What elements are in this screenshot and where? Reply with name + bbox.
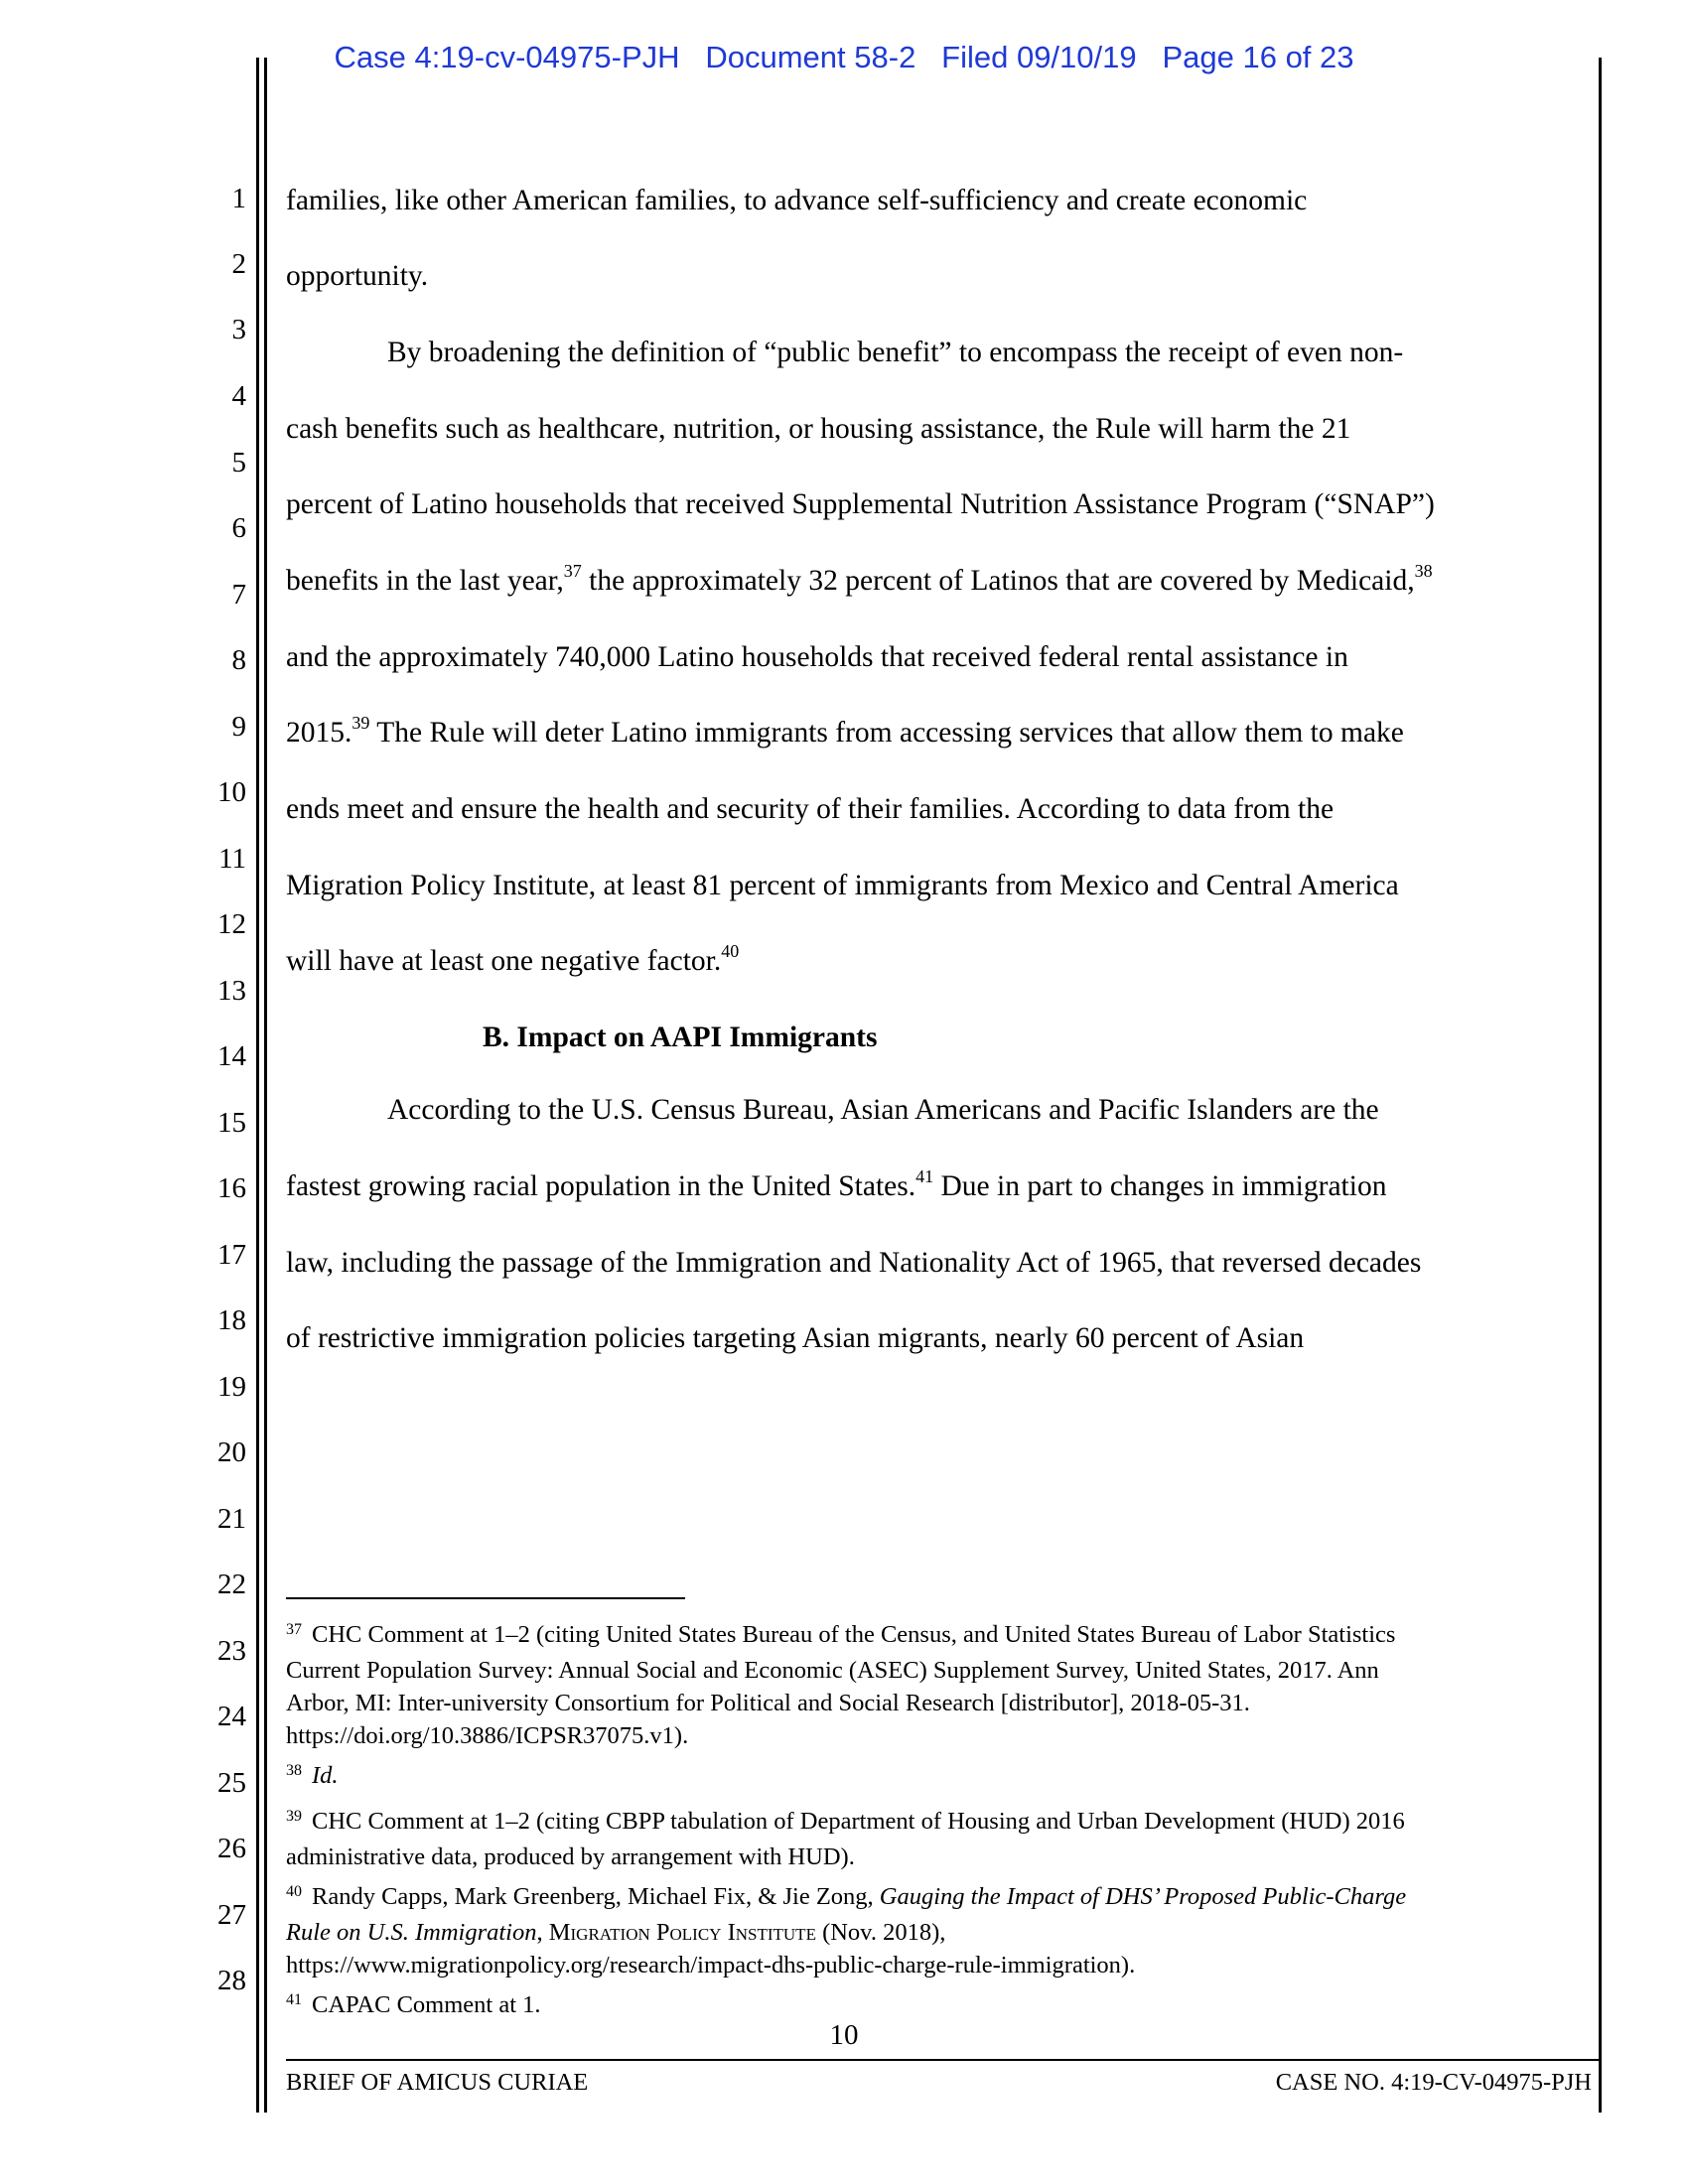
line-number: 23 bbox=[217, 1635, 246, 1667]
footnote-text: CAPAC Comment at 1. bbox=[312, 1991, 541, 2018]
body-text: the approximately 32 percent of Latinos that are covered by Medicaid, bbox=[581, 565, 1415, 597]
footnote-text: Arbor, MI: Inter-university Consortium for Political and Social Research [distributor], 2018-05-31. bbox=[286, 1690, 1250, 1716]
left-margin-rule-inner bbox=[264, 58, 267, 2113]
footnote-title: Gauging the Impact of DHS’ Proposed Public-Charge bbox=[879, 1883, 1407, 1910]
line-number: 11 bbox=[218, 843, 246, 875]
footnote-date: (Nov. 2018), bbox=[815, 1919, 946, 1946]
line-number: 8 bbox=[231, 644, 246, 676]
line-number: 5 bbox=[231, 447, 246, 478]
line-number: 4 bbox=[231, 380, 246, 412]
line-number: 2 bbox=[231, 248, 246, 280]
section-heading: B. Impact on AAPI Immigrants bbox=[483, 1022, 878, 1053]
footnote-37 bbox=[286, 1618, 1587, 1752]
footnote-link[interactable]: https://www.migrationpolicy.org/research/impact-dhs-public-charge-rule-immigration). bbox=[286, 1952, 1136, 1979]
line-number: 16 bbox=[217, 1172, 246, 1204]
footnote-separator bbox=[286, 1597, 685, 1599]
footnote-40: $^{40}$ Randy Capps, Mark Greenberg, Michael Fix, & Jie Zong, Gauging the Impact of DHS’ Proposed Public-Charge Rule on U.S. Immigration, Migration Policy Institute (Nov. 2018), https://www.migrationpolicy.org/research/impact-dhs-public-charge-rule-immigration). bbox=[286, 1880, 1587, 1981]
line-number: 28 bbox=[217, 1965, 246, 1996]
body-line: of restrictive immigration policies targeting Asian migrants, nearly 60 percent of Asian bbox=[286, 1322, 1305, 1354]
line-number: 14 bbox=[217, 1040, 246, 1072]
footnote-38 bbox=[286, 1759, 1587, 1795]
footnote-link[interactable]: https://doi.org/10.3886/ICPSR37075.v1). bbox=[286, 1722, 689, 1749]
footnote-ref-39[interactable]: 39 bbox=[352, 713, 370, 734]
footnote-number: 38 bbox=[286, 1762, 302, 1779]
line-number: 20 bbox=[217, 1436, 246, 1468]
footnote-39 bbox=[286, 1805, 1587, 1873]
line-number: 15 bbox=[217, 1107, 246, 1139]
footnote-ref-41[interactable]: 41 bbox=[915, 1166, 934, 1187]
body-text: The Rule will deter Latino immigrants from accessing services that allow them to make bbox=[369, 717, 1404, 749]
body-text: 2015. bbox=[286, 717, 352, 749]
body-line: percent of Latino households that received Supplemental Nutrition Assistance Program (“SNAP”) bbox=[286, 488, 1435, 520]
line-number: 13 bbox=[217, 975, 246, 1007]
footnote-text: CHC Comment at 1–2 (citing CBPP tabulation of Department of Housing and Urban Development (HUD) 2016 bbox=[312, 1808, 1405, 1835]
footnote-authors: Randy Capps, Mark Greenberg, Michael Fix, & Jie Zong, bbox=[312, 1883, 880, 1910]
line-number: 10 bbox=[217, 776, 246, 808]
line-number: 19 bbox=[217, 1371, 246, 1403]
body-line: opportunity. bbox=[286, 260, 429, 292]
body-line: law, including the passage of the Immigration and Nationality Act of 1965, that reversed decades bbox=[286, 1247, 1422, 1279]
footnote-publisher: Migration Policy Institute bbox=[548, 1919, 816, 1946]
footnote-ref-37[interactable]: 37 bbox=[563, 561, 582, 582]
line-number: 27 bbox=[217, 1899, 246, 1931]
body-line: cash benefits such as healthcare, nutrition, or housing assistance, the Rule will harm the 21 bbox=[286, 413, 1351, 445]
footer-title: BRIEF OF AMICUS CURIAE bbox=[286, 2069, 589, 2096]
footnote-title: Rule on U.S. Immigration bbox=[286, 1919, 537, 1946]
body-text: Due in part to changes in immigration bbox=[933, 1170, 1387, 1202]
footnote-ref-40[interactable]: 40 bbox=[721, 941, 740, 962]
line-number: 26 bbox=[217, 1833, 246, 1864]
line-number: 24 bbox=[217, 1701, 246, 1732]
line-number: 21 bbox=[217, 1503, 246, 1535]
line-number: 22 bbox=[217, 1569, 246, 1600]
line-number: 18 bbox=[217, 1304, 246, 1336]
body-line bbox=[286, 561, 1587, 597]
footnote-number: 41 bbox=[286, 1991, 302, 2008]
footnote-ref-38[interactable]: 38 bbox=[1414, 561, 1433, 582]
footer-case-number: CASE NO. 4:19-CV-04975-PJH bbox=[1275, 2069, 1592, 2096]
body-line: and the approximately 740,000 Latino households that received federal rental assistance in bbox=[286, 641, 1348, 673]
line-number: 25 bbox=[217, 1767, 246, 1799]
line-number: 1 bbox=[231, 183, 246, 214]
body-line bbox=[286, 713, 1587, 749]
footnote-text: Id. bbox=[312, 1762, 339, 1789]
case-header: Case 4:19-cv-04975-PJH Document 58-2 Filed 09/10/19 Page 16 of 23 bbox=[334, 40, 1354, 74]
page-number: 10 bbox=[829, 2019, 859, 2051]
body-line: Migration Policy Institute, at least 81 percent of immigrants from Mexico and Central America bbox=[286, 870, 1399, 901]
line-number: 7 bbox=[231, 579, 246, 611]
body-line: According to the U.S. Census Bureau, Asian Americans and Pacific Islanders are the bbox=[387, 1094, 1379, 1126]
footer-rule bbox=[286, 2059, 1599, 2061]
footnote-text: CHC Comment at 1–2 (citing United States Bureau of the Census, and United States Bureau of Labor Statistics bbox=[312, 1621, 1396, 1648]
body-line bbox=[286, 1166, 1587, 1202]
footnote-text: administrative data, produced by arrangement with HUD). bbox=[286, 1843, 855, 1870]
body-line: ends meet and ensure the health and security of their families. According to data from the bbox=[286, 793, 1335, 825]
body-text: will have at least one negative factor. bbox=[286, 945, 722, 977]
body-line: By broadening the definition of “public benefit” to encompass the receipt of even non- bbox=[387, 337, 1404, 368]
footnote-number: 40 bbox=[286, 1883, 302, 1900]
left-margin-rule bbox=[256, 58, 259, 2113]
line-number: 9 bbox=[231, 711, 246, 743]
footnote-number: 39 bbox=[286, 1808, 302, 1825]
body-line: families, like other American families, to advance self-sufficiency and create economic bbox=[286, 185, 1308, 216]
footnote-number: 37 bbox=[286, 1621, 302, 1638]
line-number: 12 bbox=[217, 908, 246, 940]
footnote-text: Current Population Survey: Annual Social and Economic (ASEC) Supplement Survey, United States, 2017. Ann bbox=[286, 1657, 1379, 1684]
line-number: 6 bbox=[231, 512, 246, 544]
body-line bbox=[286, 941, 1587, 977]
body-text: benefits in the last year, bbox=[286, 565, 564, 597]
body-text: fastest growing racial population in the United States. bbox=[286, 1170, 916, 1202]
line-number: 3 bbox=[231, 314, 246, 345]
line-number: 17 bbox=[217, 1239, 246, 1271]
